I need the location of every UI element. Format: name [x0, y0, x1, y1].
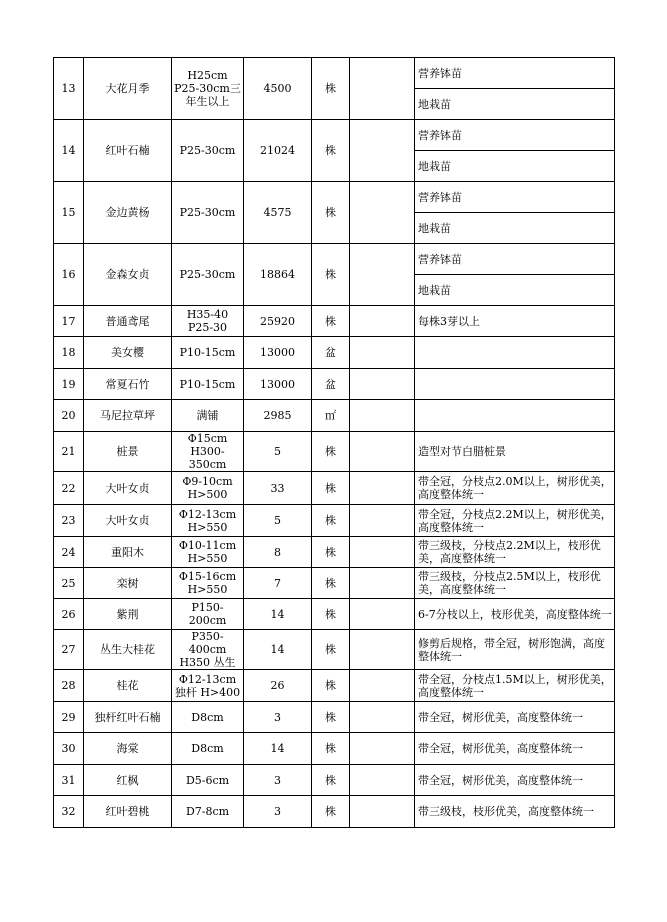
table-row — [54, 58, 615, 89]
unit-cell: 株 — [312, 733, 350, 765]
no-cell: 23 — [54, 505, 84, 537]
remark-cell: 带三级枝，分枝点2.2M以上，枝形优美，高度整体统一 — [415, 537, 615, 568]
blank-cell — [350, 120, 415, 182]
blank-cell — [350, 472, 415, 505]
remark-cell: 营养钵苗 — [415, 120, 615, 151]
no-cell: 31 — [54, 765, 84, 796]
qty-cell: 8 — [244, 537, 312, 568]
no-cell: 14 — [54, 120, 84, 182]
spec-cell: D7-8cm — [172, 796, 244, 828]
spec-cell: D8cm — [172, 702, 244, 733]
qty-cell: 21024 — [244, 120, 312, 182]
remark-cell: 带全冠，分枝点2.0M以上，树形优美，高度整体统一 — [415, 472, 615, 505]
name-cell: 金边黄杨 — [84, 182, 172, 244]
no-cell: 13 — [54, 58, 84, 120]
unit-cell: 株 — [312, 568, 350, 599]
spec-cell: Φ12-13cm H>550 — [172, 505, 244, 537]
spec-cell: Φ15-16cm H>550 — [172, 568, 244, 599]
table-row — [54, 537, 615, 568]
qty-cell: 33 — [244, 472, 312, 505]
qty-cell: 3 — [244, 702, 312, 733]
remark-cell: 地栽苗 — [415, 275, 615, 306]
no-cell: 18 — [54, 337, 84, 369]
plant-list-table — [53, 57, 615, 828]
table-row — [54, 369, 615, 400]
spec-cell: 满铺 — [172, 400, 244, 432]
remark-cell: 6-7分枝以上，枝形优美，高度整体统一 — [415, 599, 615, 630]
remark-cell: 营养钵苗 — [415, 244, 615, 275]
unit-cell: 株 — [312, 670, 350, 702]
no-cell: 20 — [54, 400, 84, 432]
table-row — [54, 244, 615, 275]
remark-cell: 带全冠，树形优美，高度整体统一 — [415, 702, 615, 733]
unit-cell: 株 — [312, 765, 350, 796]
qty-cell: 26 — [244, 670, 312, 702]
qty-cell: 5 — [244, 505, 312, 537]
no-cell: 19 — [54, 369, 84, 400]
unit-cell: 株 — [312, 120, 350, 182]
name-cell: 重阳木 — [84, 537, 172, 568]
table-row — [54, 599, 615, 630]
remark-cell: 带全冠，树形优美，高度整体统一 — [415, 733, 615, 765]
table-row — [54, 702, 615, 733]
name-cell: 紫荆 — [84, 599, 172, 630]
blank-cell — [350, 432, 415, 472]
qty-cell: 14 — [244, 733, 312, 765]
unit-cell: 株 — [312, 505, 350, 537]
no-cell: 24 — [54, 537, 84, 568]
unit-cell: 盆 — [312, 337, 350, 369]
spec-cell: P150-200cm — [172, 599, 244, 630]
blank-cell — [350, 537, 415, 568]
remark-cell: 地栽苗 — [415, 151, 615, 182]
name-cell: 红枫 — [84, 765, 172, 796]
remark-cell: 带全冠，分枝点1.5M以上，树形优美，高度整体统一 — [415, 670, 615, 702]
blank-cell — [350, 599, 415, 630]
blank-cell — [350, 400, 415, 432]
blank-cell — [350, 702, 415, 733]
name-cell: 常夏石竹 — [84, 369, 172, 400]
remark-cell — [415, 400, 615, 432]
unit-cell: 株 — [312, 432, 350, 472]
qty-cell: 2985 — [244, 400, 312, 432]
spec-cell: D8cm — [172, 733, 244, 765]
blank-cell — [350, 58, 415, 120]
qty-cell: 7 — [244, 568, 312, 599]
no-cell: 15 — [54, 182, 84, 244]
qty-cell: 4500 — [244, 58, 312, 120]
no-cell: 17 — [54, 306, 84, 337]
blank-cell — [350, 337, 415, 369]
name-cell: 红叶碧桃 — [84, 796, 172, 828]
remark-cell: 带全冠，分枝点2.2M以上，树形优美，高度整体统一 — [415, 505, 615, 537]
no-cell: 27 — [54, 630, 84, 670]
remark-cell — [415, 337, 615, 369]
blank-cell — [350, 765, 415, 796]
unit-cell: 株 — [312, 630, 350, 670]
qty-cell: 13000 — [244, 337, 312, 369]
remark-cell — [415, 369, 615, 400]
table-row — [54, 337, 615, 369]
table-row — [54, 733, 615, 765]
name-cell: 桂花 — [84, 670, 172, 702]
blank-cell — [350, 369, 415, 400]
blank-cell — [350, 182, 415, 244]
remark-cell: 带全冠，树形优美，高度整体统一 — [415, 765, 615, 796]
name-cell: 丛生大桂花 — [84, 630, 172, 670]
spec-cell: P350-400cm H350 丛生 — [172, 630, 244, 670]
remark-cell: 营养钵苗 — [415, 58, 615, 89]
name-cell: 栾树 — [84, 568, 172, 599]
table-row — [54, 306, 615, 337]
name-cell: 海棠 — [84, 733, 172, 765]
remark-cell: 地栽苗 — [415, 89, 615, 120]
name-cell: 马尼拉草坪 — [84, 400, 172, 432]
unit-cell: 株 — [312, 306, 350, 337]
remark-cell: 营养钵苗 — [415, 182, 615, 213]
spec-cell: H35-40 P25-30 — [172, 306, 244, 337]
qty-cell: 25920 — [244, 306, 312, 337]
table-row — [54, 400, 615, 432]
blank-cell — [350, 670, 415, 702]
no-cell: 26 — [54, 599, 84, 630]
spec-cell: P25-30cm — [172, 120, 244, 182]
table-row — [54, 472, 615, 505]
remark-cell: 造型对节白腊桩景 — [415, 432, 615, 472]
spec-cell: D5-6cm — [172, 765, 244, 796]
unit-cell: 株 — [312, 472, 350, 505]
remark-cell: 修剪后规格，带全冠，树形饱满，高度整体统一 — [415, 630, 615, 670]
unit-cell: ㎡ — [312, 400, 350, 432]
no-cell: 30 — [54, 733, 84, 765]
unit-cell: 株 — [312, 58, 350, 120]
blank-cell — [350, 244, 415, 306]
spec-cell: P25-30cm — [172, 182, 244, 244]
table-row — [54, 670, 615, 702]
name-cell: 美女樱 — [84, 337, 172, 369]
unit-cell: 株 — [312, 599, 350, 630]
unit-cell: 株 — [312, 182, 350, 244]
blank-cell — [350, 630, 415, 670]
spec-cell: Φ15cm H300-350cm — [172, 432, 244, 472]
qty-cell: 18864 — [244, 244, 312, 306]
name-cell: 桩景 — [84, 432, 172, 472]
blank-cell — [350, 306, 415, 337]
table-row — [54, 182, 615, 213]
table-row — [54, 630, 615, 670]
remark-cell: 带三级枝，分枝点2.5M以上，枝形优美，高度整体统一 — [415, 568, 615, 599]
name-cell: 大叶女贞 — [84, 505, 172, 537]
name-cell: 金森女贞 — [84, 244, 172, 306]
unit-cell: 株 — [312, 796, 350, 828]
qty-cell: 14 — [244, 599, 312, 630]
table-body — [54, 58, 615, 828]
table-row — [54, 505, 615, 537]
name-cell: 大叶女贞 — [84, 472, 172, 505]
no-cell: 32 — [54, 796, 84, 828]
blank-cell — [350, 505, 415, 537]
blank-cell — [350, 733, 415, 765]
blank-cell — [350, 796, 415, 828]
spec-cell: P25-30cm — [172, 244, 244, 306]
unit-cell: 株 — [312, 537, 350, 568]
no-cell: 28 — [54, 670, 84, 702]
spec-cell: Φ10-11cm H>550 — [172, 537, 244, 568]
remark-cell: 每株3芽以上 — [415, 306, 615, 337]
name-cell: 独杆红叶石楠 — [84, 702, 172, 733]
unit-cell: 盆 — [312, 369, 350, 400]
qty-cell: 3 — [244, 765, 312, 796]
unit-cell: 株 — [312, 244, 350, 306]
qty-cell: 4575 — [244, 182, 312, 244]
no-cell: 29 — [54, 702, 84, 733]
qty-cell: 13000 — [244, 369, 312, 400]
no-cell: 21 — [54, 432, 84, 472]
table-row — [54, 765, 615, 796]
name-cell: 普通鸢尾 — [84, 306, 172, 337]
spec-cell: P10-15cm — [172, 369, 244, 400]
spec-cell: Φ9-10cm H>500 — [172, 472, 244, 505]
qty-cell: 3 — [244, 796, 312, 828]
qty-cell: 14 — [244, 630, 312, 670]
no-cell: 22 — [54, 472, 84, 505]
table-row — [54, 432, 615, 472]
table-row — [54, 568, 615, 599]
no-cell: 25 — [54, 568, 84, 599]
name-cell: 红叶石楠 — [84, 120, 172, 182]
name-cell: 大花月季 — [84, 58, 172, 120]
blank-cell — [350, 568, 415, 599]
no-cell: 16 — [54, 244, 84, 306]
table-row — [54, 120, 615, 151]
qty-cell: 5 — [244, 432, 312, 472]
spec-cell: Φ12-13cm 独杆 H>400 — [172, 670, 244, 702]
remark-cell: 地栽苗 — [415, 213, 615, 244]
remark-cell: 带三级枝，枝形优美，高度整体统一 — [415, 796, 615, 828]
table-row — [54, 796, 615, 828]
spec-cell: H25cm P25-30cm三年生以上 — [172, 58, 244, 120]
spec-cell: P10-15cm — [172, 337, 244, 369]
unit-cell: 株 — [312, 702, 350, 733]
